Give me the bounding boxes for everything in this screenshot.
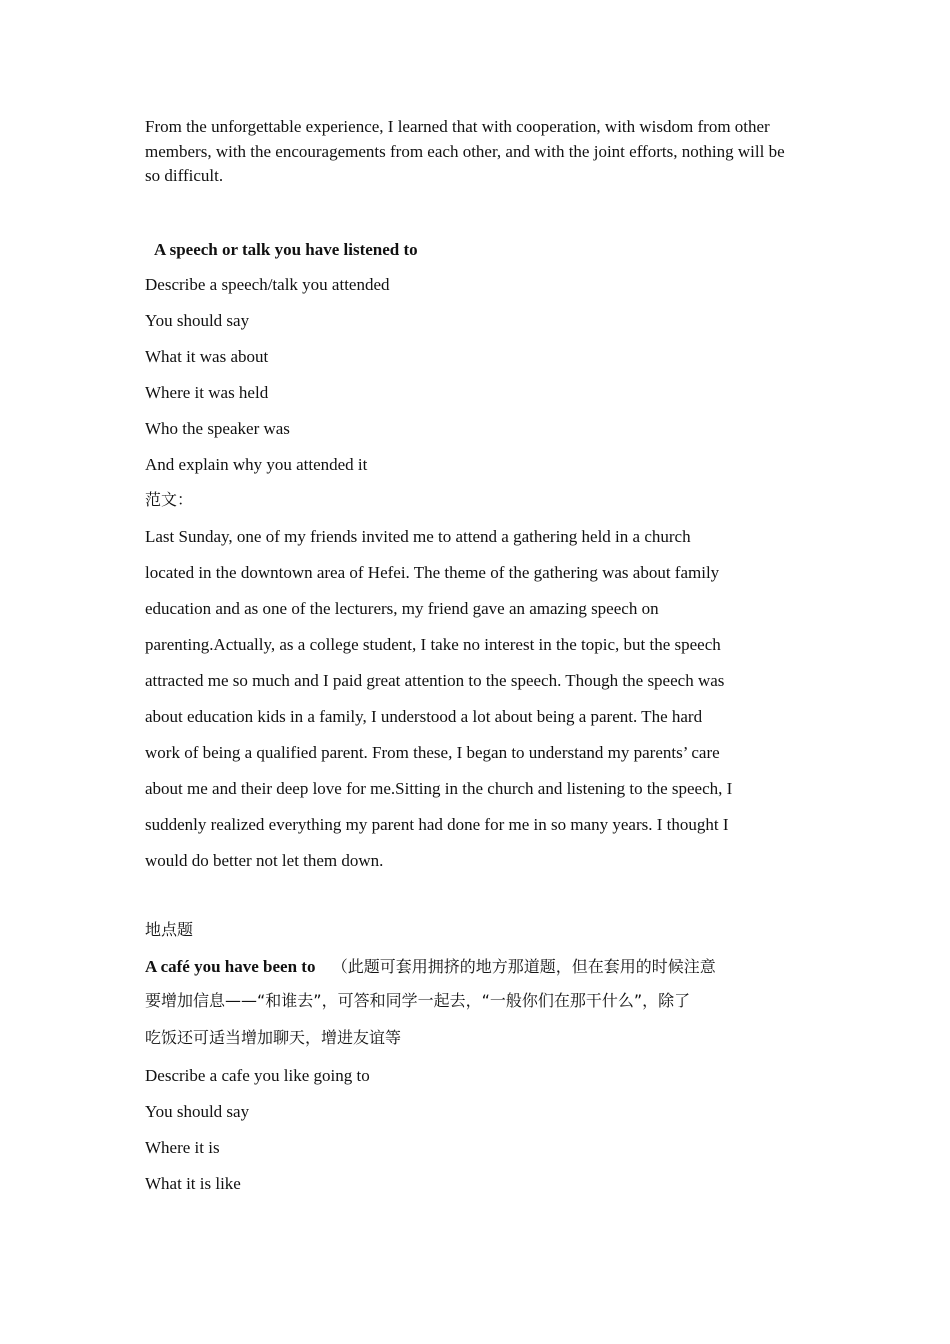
body-line: located in the downtown area of Hefei. The theme of the gathering was about family: [145, 563, 720, 582]
body-line: attracted me so much and I paid great attention to the speech. Though the speech was: [145, 671, 725, 690]
prompt-line: Describe a cafe you like going to: [145, 1066, 370, 1085]
prompt-line: Where it is: [145, 1138, 220, 1157]
body-line: work of being a qualified parent. From these, I began to understand my parents’ care: [145, 743, 720, 762]
prompt-line: You should say: [145, 311, 250, 330]
section-note: （此题可套用拥挤的地方那道题，但在套用的时候注意: [331, 957, 716, 976]
sample-label: 范文：: [145, 490, 194, 509]
section-note: 要增加信息——“和谁去”，可答和同学一起去，“一般你们在那干什么”，除了: [145, 991, 691, 1010]
prompt-line: What it is like: [145, 1174, 241, 1193]
body-line: about me and their deep love for me.Sitting in the church and listening to the speech, I: [145, 779, 733, 798]
intro-line: From the unforgettable experience, I learned that with cooperation, with wisdom from other: [145, 117, 770, 136]
body-line: suddenly realized everything my parent had done for me in so many years. I thought I: [145, 815, 729, 834]
prompt-line: And explain why you attended it: [145, 455, 368, 474]
body-line: education and as one of the lecturers, my friend gave an amazing speech on: [145, 599, 659, 618]
prompt-line: You should say: [145, 1102, 250, 1121]
prompt-line: Describe a speech/talk you attended: [145, 275, 390, 294]
prompt-line: Where it was held: [145, 383, 269, 402]
body-line: about education kids in a family, I understood a lot about being a parent. The hard: [145, 707, 703, 726]
prompt-line: Who the speaker was: [145, 419, 290, 438]
section-note: 吃饭还可适当增加聊天，增进友谊等: [145, 1028, 402, 1047]
prompt-line: What it was about: [145, 347, 269, 366]
section-heading: A café you have been to: [145, 957, 316, 976]
body-line: Last Sunday, one of my friends invited me to attend a gathering held in a church: [145, 527, 691, 546]
section-heading: A speech or talk you have listened to: [154, 240, 418, 259]
intro-line: so difficult.: [145, 166, 224, 185]
cafe-heading-row: [145, 957, 716, 977]
intro-line: members, with the encouragements from each other, and with the joint efforts, nothing will be: [145, 142, 785, 161]
body-line: parenting.Actually, as a college student, I take no interest in the topic, but the speech: [145, 635, 721, 654]
category-label: 地点题: [145, 920, 194, 939]
body-line: would do better not let them down.: [145, 851, 384, 870]
